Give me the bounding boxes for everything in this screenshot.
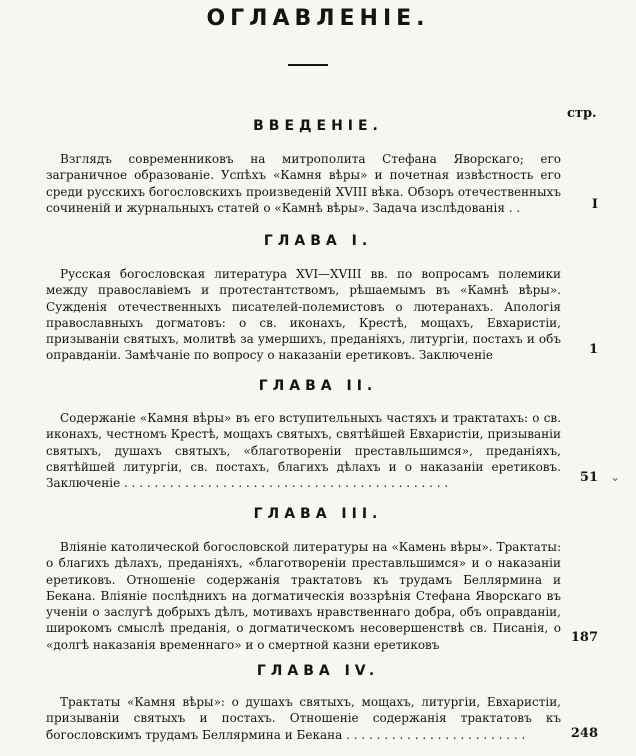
section-heading-chapter-2: ГЛАВА II. (258, 378, 378, 394)
margin-mark: ⌄ (610, 470, 621, 484)
section-page-chapter-3: 187 (570, 630, 598, 645)
title-divider (288, 64, 328, 66)
section-heading-introduction: ВВЕДЕНІЕ. (253, 118, 383, 134)
section-page-chapter-4: 248 (570, 726, 598, 741)
section-page-chapter-2: 51 (579, 470, 598, 485)
section-heading-chapter-1: ГЛАВА I. (263, 233, 373, 249)
page-column-label: стр. (567, 106, 597, 121)
section-page-introduction: I (591, 197, 598, 212)
section-heading-chapter-3: ГЛАВА III. (253, 506, 383, 522)
section-text-chapter-4: Трактаты «Камня вѣры»: о душахъ святыхъ, мощахъ, литургіи, Евхаристіи, призываніи святыхъ и постахъ. Отношеніе содержанія трактатовъ къ богословскимъ трудамъ Беллярмина и Бекана . . . . . . . . . . . . . . . . . . . . . . . . (46, 695, 561, 742)
section-text-chapter-1: Русская богословская литература XVI—XVIII вв. по вопросамъ полемики между православіемъ и протестантствомъ, рѣшаемымъ въ «Камнѣ вѣры». Сужденія отечественныхъ писателей-полемистовъ о лютеранахъ. Апологія православныхъ догматовъ: о св. иконахъ, Крестѣ, мощахъ, Евхаристіи, призываніи святыхъ, молитвѣ за умершихъ, преданіяхъ, литургіи, постахъ и объ оправданіи. Замѣчаніе по вопросу о наказаніи еретиковъ. Заключеніе (46, 267, 561, 363)
section-heading-chapter-4: ГЛАВА IV. (256, 663, 380, 679)
section-text-chapter-2: Содержаніе «Камня вѣры» въ его вступительныхъ частяхъ и трактатахъ: о св. иконахъ, честномъ Крестѣ, мощахъ святыхъ, святѣйшей Евхаристіи, призываніи святыхъ, душахъ святыхъ, «благотвореніи преставльшимся», преданіяхъ, святѣйшей литургіи, св. постахъ, благихъ дѣлахъ и о наказаніи еретиковъ. Заключеніе . . . . . . . . . . . . . . . . . . . . . . . . . . . . . . . . . . . . . . . . . . . (46, 411, 561, 491)
section-text-chapter-3: Вліяніе католической богословской литературы на «Камень вѣры». Трактаты: о благихъ дѣлахъ, преданіяхъ, «благотвореніи преставльшимся» и о наказаніи еретиковъ. Отношеніе содержанія трактатовъ къ трудамъ Беллярмина и Бекана. Вліяніе послѣднихъ на догматическія воззрѣнія Стефана Яворскаго въ ученіи о заслугѣ добрыхъ дѣлъ, мотивахъ нравственнаго добра, объ оправданіи, широкомъ смыслѣ преданія, о догматическомъ несовершенствѣ св. Писанія, о «долгѣ наказанія временнаго» и о смертной казни еретиковъ (46, 540, 561, 652)
section-page-chapter-1: 1 (588, 342, 598, 357)
section-text-introduction: Взглядъ современниковъ на митрополита Стефана Яворскаго; его заграничное образованіе. Успѣхъ «Камня вѣры» и почетная извѣстность его среди русскихъ богословскихъ произведеній XVIII вѣка. Обзоръ отечественныхъ сочиненій и журнальныхъ статей о «Камнѣ вѣры». Задача изслѣдованія . . (46, 152, 561, 215)
toc-title: ОГЛАВЛЕНІЕ. (206, 6, 430, 31)
